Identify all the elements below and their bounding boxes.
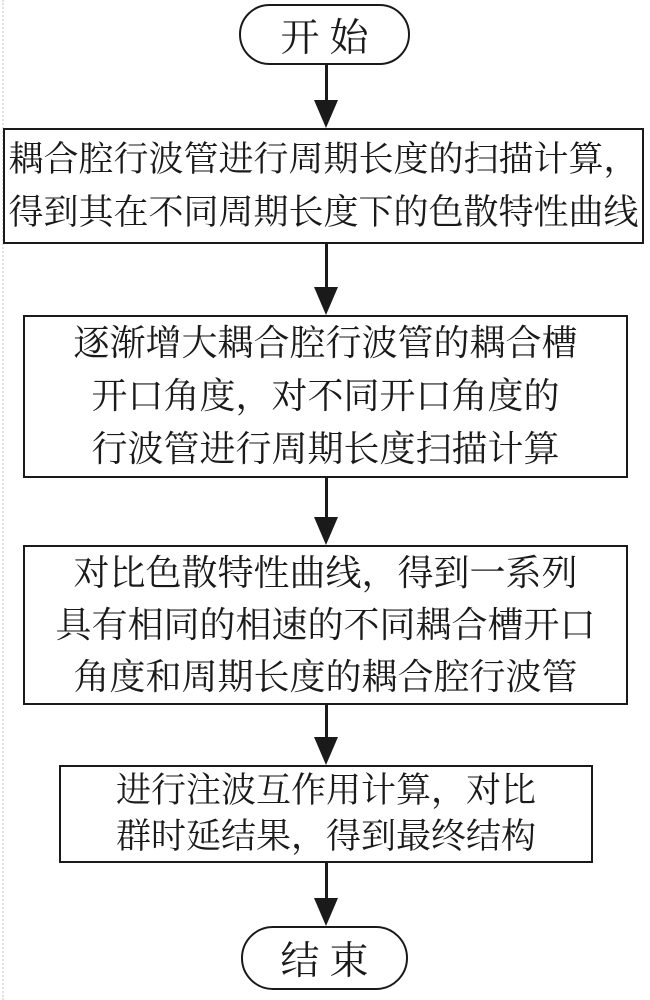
flow-arrow-3 xyxy=(313,478,339,545)
arrowhead-down-icon xyxy=(314,898,338,926)
process-text-line: 行波管进行周期长度扫描计算 xyxy=(91,429,560,469)
process-box-4 xyxy=(59,765,593,863)
arrow-shaft xyxy=(325,65,328,100)
arrowhead-down-icon xyxy=(314,517,338,545)
process-box-2 xyxy=(23,315,628,478)
end-terminal xyxy=(241,926,408,990)
process-text-line: 逐渐增大耦合腔行波管的耦合槽 xyxy=(73,323,578,363)
flow-arrow-2 xyxy=(313,244,339,315)
flow-arrow-1 xyxy=(313,65,339,128)
flow-arrow-4 xyxy=(313,705,339,765)
process-text-line: 得到其在不同周期长度下的色散特性曲线 xyxy=(8,193,639,232)
process-text-line: 具有相同的相速的不同耦合槽开口 xyxy=(55,605,596,645)
start-terminal xyxy=(239,4,410,65)
process-text-line: 耦合腔行波管进行周期长度的扫描计算， xyxy=(8,140,639,179)
arrow-shaft xyxy=(325,478,328,517)
arrowhead-down-icon xyxy=(314,287,338,315)
process-box-3 xyxy=(23,545,628,705)
arrowhead-down-icon xyxy=(314,737,338,765)
flow-arrow-5 xyxy=(313,863,339,926)
process-text-line: 群时延结果，得到最终结构 xyxy=(115,817,536,856)
process-text-line: 对比色散特性曲线，得到一系列 xyxy=(73,553,578,593)
arrow-shaft xyxy=(325,244,328,287)
arrow-shaft xyxy=(325,705,328,737)
arrow-shaft xyxy=(325,863,328,898)
process-text-line: 角度和周期长度的耦合腔行波管 xyxy=(73,657,578,697)
process-box-1 xyxy=(3,128,644,244)
process-text-line: 进行注波互作用计算，对比 xyxy=(115,771,536,810)
arrowhead-down-icon xyxy=(314,100,338,128)
process-text-line: 开口角度，对不同开口角度的 xyxy=(91,376,560,416)
start-label: 开始 xyxy=(280,16,379,60)
end-label: 结束 xyxy=(280,940,379,983)
